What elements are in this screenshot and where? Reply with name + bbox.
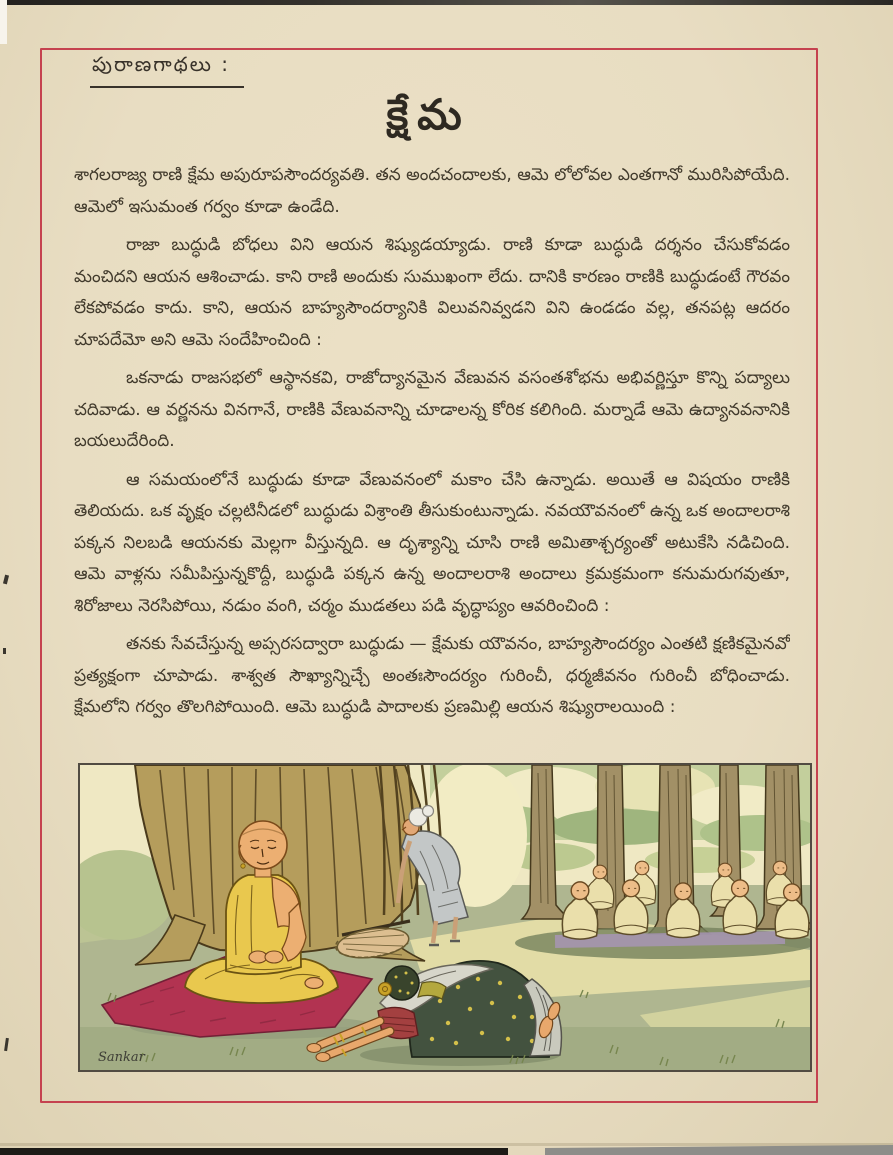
story-paragraph-4: ఆ సమయంలోనే బుద్ధుడు కూడా వేణువనంలో మకాం చేసి ఉన్నాడు. అయితే ఆ విషయం రాణికి తెలియదు. ఒక వృక్షం చల్లటినీడలో బుద్ధుడు విశ్రాంతి తీసుకుంటున్నాడు. నవయౌవనంలో ఉన్న ఒక అందాలరాశి పక్కన నిలబడి ఆయనకు మెల్లగా వీస్తున్నది. ఆ దృశ్యాన్ని చూసి రాణి అమితాశ్చర్యంతో అటుకేసి నడిచింది. ఆమె వాళ్లను సమీపిస్తున్నకొద్దీ, బుద్ధుడి పక్కన ఉన్న అందాలరాశి అందాలు క్రమక్రమంగా కనుమరుగవుతూ, శిరోజాలు నెరసిపోయి, నడుం వంగి, చర్మం ముడతలు పడి వృద్ధాప్యం ఆవరించింది :	[74, 469, 790, 616]
scan-edge-top	[0, 0, 893, 5]
story-paragraph-3: ఒకనాడు రాజసభలో ఆస్థానకవి, రాజోద్యానమైన వేణువన వసంతశోభను అభివర్ణిస్తూ కొన్ని పద్యాలు చదివాడు. ఆ వర్ణనను వినగానే, రాణికి వేణువనాన్ని చూడాలన్న కోరిక కలిగింది. మర్నాడే ఆమె ఉద్యానవనానికి బయలుదేరింది.	[74, 368, 790, 451]
scan-edge-left	[0, 0, 7, 44]
story-paragraph-5: తనకు సేవచేస్తున్న అప్సరసద్వారా బుద్ధుడు — క్షేమకు యౌవనం, బాహ్యసౌందర్యం ఎంతటి క్షణికమైనవో ప్రత్యక్షంగా చూపాడు. శాశ్వత సౌఖ్యాన్నిచ్చే అంతఃసౌందర్యం గురించీ, ధర్మజీవనం గురించీ బోధించాడు. క్షేమలోని గర్వం తొలగిపోయింది. ఆమె బుద్ధుడి పాదాలకు ప్రణమిల్లి ఆయన శిష్యురాలయింది :	[74, 634, 790, 717]
story-body	[74, 160, 790, 758]
story-title: క్షేమ	[386, 90, 471, 139]
story-paragraph-1: శాగలరాజ్య రాణి క్షేమ అపురూపసౌందర్యవతి. తన అందచందాలకు, ఆమె లోలోవల ఎంతగానో మురిసిపోయేది. ఆమెలో ఇసుమంత గర్వం కూడా ఉండేది.	[74, 165, 790, 217]
story-paragraph-2: రాజా బుద్ధుడి బోధలు విని ఆయన శిష్యుడయ్యాడు. రాణి కూడా బుద్ధుడి దర్శనం చేసుకోవడం మంచిదని ఆయన ఆశించాడు. కాని రాణి అందుకు సుముఖంగా లేదు. దానికి కారణం రాణికి బుద్ధుడంటే గౌరవం లేకపోవడం కాదు. కాని, ఆయన బాహ్యసౌందర్యానికి విలువనివ్వడని విని ఉండడం వల్ల, తనపట్ల ఆదరం చూపదేమో అని ఆమె సందేహించింది :	[74, 235, 790, 350]
illustration-signature: Sankar	[98, 1050, 145, 1065]
illustration-canvas	[80, 765, 810, 1070]
pen-mark	[3, 575, 9, 585]
scan-edge-bottom-left	[0, 1148, 508, 1155]
pen-mark	[3, 648, 6, 654]
scan-edge-bottom-right	[545, 1145, 893, 1155]
section-header-label: పురాణగాథలు :	[92, 52, 230, 76]
story-illustration	[78, 763, 812, 1072]
pen-mark	[4, 1038, 9, 1051]
section-header	[90, 52, 244, 88]
